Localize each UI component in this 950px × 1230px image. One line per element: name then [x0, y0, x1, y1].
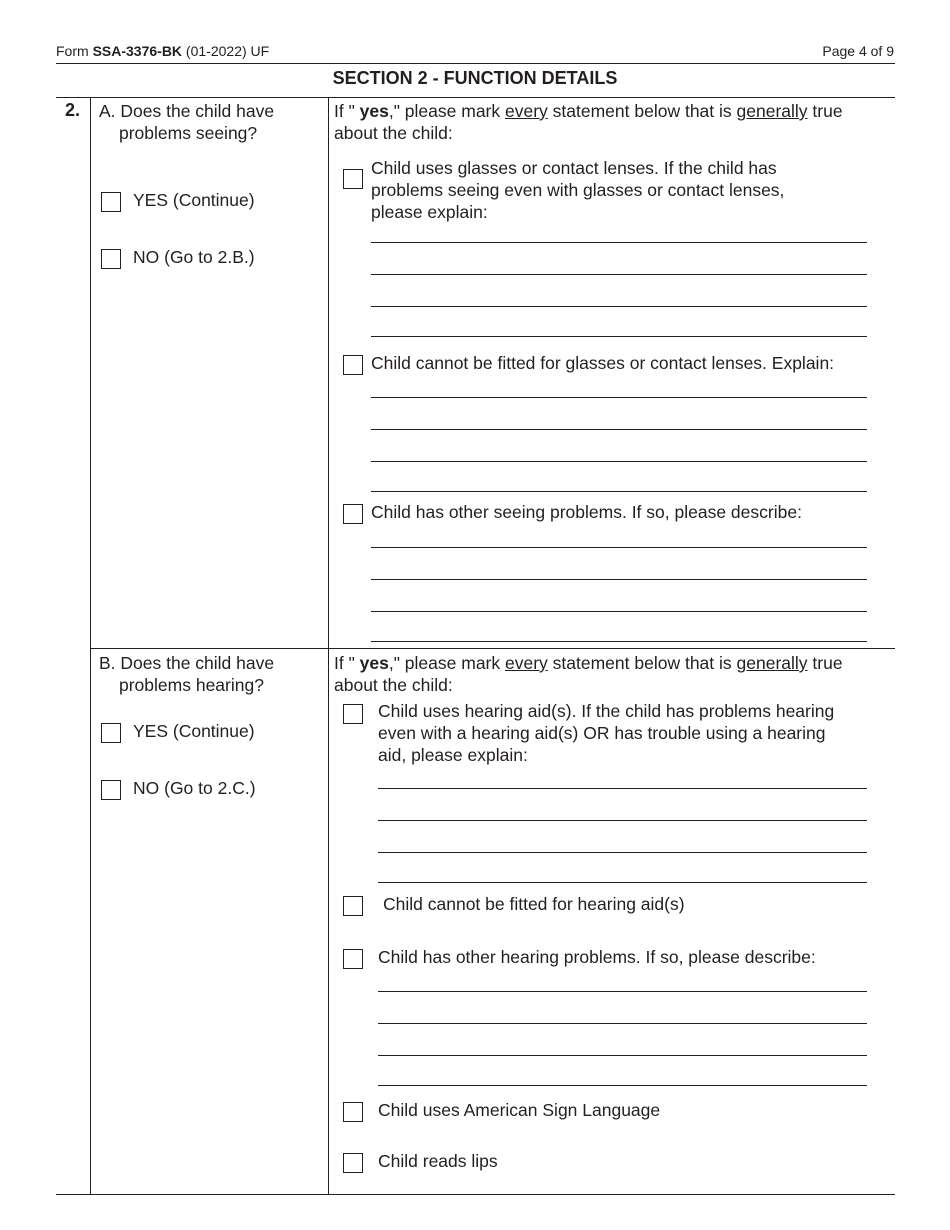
- glasses-explain-line[interactable]: [371, 274, 867, 275]
- other-hearing-line[interactable]: [378, 991, 867, 992]
- cannot-fit-explain-line[interactable]: [371, 491, 867, 492]
- form-id: SSA-3376-BK: [92, 43, 183, 59]
- qa-yes-checkbox[interactable]: [101, 192, 121, 212]
- qb-yes-label: YES (Continue): [133, 721, 255, 741]
- other-seeing-label: Child has other seeing problems. If so, please describe:: [371, 502, 802, 522]
- cannot-fit-explain-line[interactable]: [371, 429, 867, 430]
- hearing-aid-explain-line[interactable]: [378, 882, 867, 883]
- hearing-aid-explain-line[interactable]: [378, 820, 867, 821]
- cannot-fit-hearing-aid-checkbox[interactable]: [343, 896, 363, 916]
- glasses-explain-line[interactable]: [371, 306, 867, 307]
- instruction-a: If " yes," please mark every statement below that is generally true about the child:: [334, 101, 843, 143]
- qb-no-label: NO (Go to 2.C.): [133, 778, 256, 798]
- column-divider-1: [90, 97, 91, 1195]
- other-seeing-line[interactable]: [371, 611, 867, 612]
- other-hearing-line[interactable]: [378, 1055, 867, 1056]
- page-number: Page 4 of 9: [822, 43, 894, 59]
- other-seeing-line[interactable]: [371, 641, 867, 642]
- qa-no-checkbox[interactable]: [101, 249, 121, 269]
- table-bottom-rule: [56, 1194, 895, 1195]
- cannot-fit-explain-line[interactable]: [371, 397, 867, 398]
- form-identifier: Form SSA-3376-BK (01-2022) UF: [56, 43, 270, 59]
- header-rule: [56, 63, 895, 64]
- reads-lips-label: Child reads lips: [378, 1151, 498, 1171]
- section-title: SECTION 2 - FUNCTION DETAILS: [332, 68, 618, 88]
- asl-checkbox[interactable]: [343, 1102, 363, 1122]
- glasses-statement: Child uses glasses or contact lenses. If the child has problems seeing even with glasses or contact lenses, please explain:: [371, 158, 785, 222]
- cannot-fit-glasses-label: Child cannot be fitted for glasses or contact lenses. Explain:: [371, 353, 835, 373]
- other-hearing-label: Child has other hearing problems. If so, please describe:: [378, 947, 816, 967]
- asl-label: Child uses American Sign Language: [378, 1100, 661, 1120]
- table-top-rule: [56, 97, 895, 98]
- other-seeing-line[interactable]: [371, 579, 867, 580]
- question-b: B. Does the child have problems hearing?: [99, 653, 275, 695]
- glasses-explain-line[interactable]: [371, 336, 867, 337]
- qb-yes-checkbox[interactable]: [101, 723, 121, 743]
- other-hearing-checkbox[interactable]: [343, 949, 363, 969]
- instruction-b: If " yes," please mark every statement below that is generally true about the child:: [334, 653, 843, 695]
- question-a: A. Does the child have problems seeing?: [99, 101, 275, 143]
- glasses-explain-line[interactable]: [371, 242, 867, 243]
- other-seeing-line[interactable]: [371, 547, 867, 548]
- hearing-aid-explain-line[interactable]: [378, 852, 867, 853]
- cannot-fit-explain-line[interactable]: [371, 461, 867, 462]
- glasses-checkbox[interactable]: [343, 169, 363, 189]
- qa-no-label: NO (Go to 2.B.): [133, 247, 255, 267]
- hearing-aid-checkbox[interactable]: [343, 704, 363, 724]
- qb-no-checkbox[interactable]: [101, 780, 121, 800]
- reads-lips-checkbox[interactable]: [343, 1153, 363, 1173]
- qa-yes-label: YES (Continue): [133, 190, 255, 210]
- hearing-aid-explain-line[interactable]: [378, 788, 867, 789]
- item-number: 2.: [65, 100, 81, 120]
- cannot-fit-hearing-aid-label: Child cannot be fitted for hearing aid(s): [383, 894, 685, 914]
- row-divider: [90, 648, 895, 649]
- other-seeing-checkbox[interactable]: [343, 504, 363, 524]
- column-divider-2: [328, 97, 329, 1195]
- hearing-aid-statement: Child uses hearing aid(s). If the child has problems hearing even with a hearing aid(s) OR has trouble using a hearing aid, please explain:: [378, 701, 835, 765]
- other-hearing-line[interactable]: [378, 1023, 867, 1024]
- other-hearing-line[interactable]: [378, 1085, 867, 1086]
- cannot-fit-glasses-checkbox[interactable]: [343, 355, 363, 375]
